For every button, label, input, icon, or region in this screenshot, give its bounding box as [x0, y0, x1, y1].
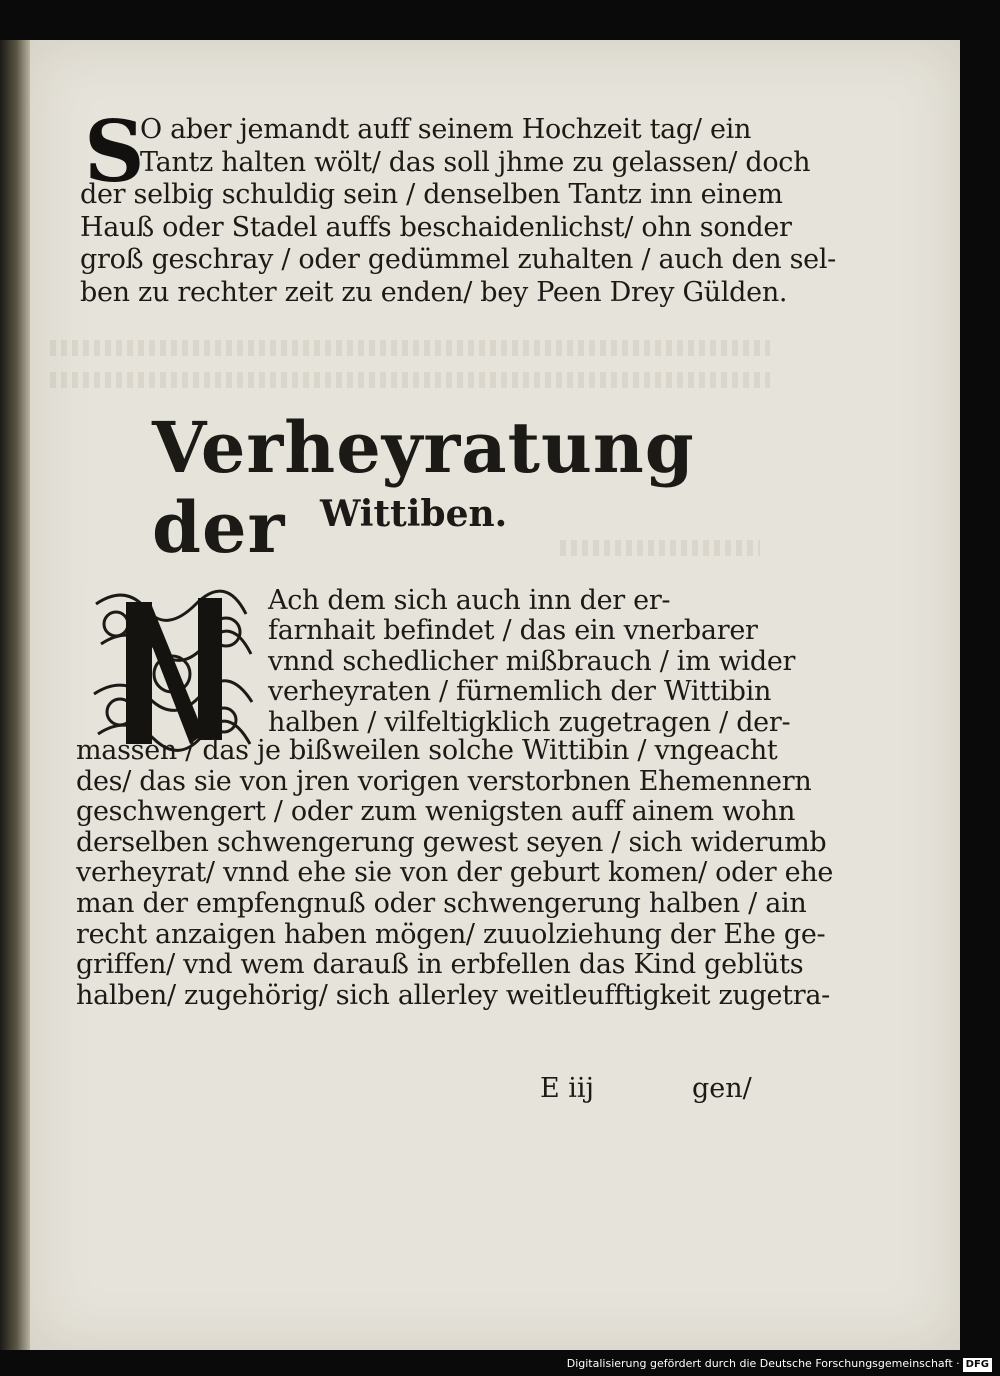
paragraph-dance: [80, 102, 836, 310]
text-line: des/ das sie von jren vorigen verstorbnen Ehemennern: [76, 765, 812, 797]
text-line: man der empfengnuß oder schwengerung halben / ain: [76, 887, 807, 919]
text-line: Ach dem sich auch inn der er-: [268, 585, 671, 616]
text-line: Hauß oder Stadel auffs beschaidenlichst/ ohn sonder: [80, 211, 792, 243]
ornament-icon: [86, 584, 258, 756]
bleed-through: [50, 372, 770, 388]
dfg-logo: DFG: [963, 1358, 992, 1372]
ornamental-initial: [86, 584, 258, 756]
text-line: groß geschray / oder gedümmel zuhalten / auch den sel-: [80, 244, 836, 276]
text-line: farnhait befindet / das ein vnerbarer: [268, 615, 758, 647]
text-line: verheyraten / fürnemlich der Wittibin: [268, 676, 772, 708]
paragraph-widows: [76, 735, 834, 1011]
text-line: recht anzaigen haben mögen/ zuuolziehung der Ehe ge-: [76, 918, 826, 950]
text-line: massen / das je bißweilen solche Wittibin / vngeacht: [76, 735, 778, 766]
text-line: griffen/ vnd wem darauß in erbfellen das Kind geblüts: [76, 949, 804, 981]
text-line: vnnd schedlicher mißbrauch / im wider: [268, 645, 796, 677]
credit-text: Digitalisierung gefördert durch die Deutsche Forschungsgemeinschaft ·: [566, 1357, 960, 1370]
text-line: ben zu rechter zeit zu enden/ bey Peen Drey Gülden.: [80, 276, 788, 308]
text-line: derselben schwengerung gewest seyen / sich widerumb: [76, 826, 827, 858]
section-heading-line2: Wittiben.: [320, 493, 508, 535]
text-line: verheyrat/ vnnd ehe sie von der geburt komen/ oder ehe: [76, 857, 834, 889]
text-line: O aber jemandt auff seinem Hochzeit tag/ ein: [140, 114, 752, 145]
text-line: halben / vilfeltigklich zugetragen / der-: [268, 706, 791, 738]
text-line: geschwengert / oder zum wenigsten auff ainem wohn: [76, 796, 796, 828]
signature-mark: E iij: [540, 1073, 594, 1104]
digitization-credit: [0, 1357, 992, 1372]
paragraph-widows-indented: [268, 585, 796, 738]
bleed-through: [50, 340, 770, 356]
section-heading: Verheyratung der: [152, 406, 695, 569]
decorated-initial-s: S: [84, 102, 145, 201]
text-line: halben/ zugehörig/ sich allerley weitleufftigkeit zugetra-: [76, 979, 830, 1011]
catchword: gen/: [692, 1073, 752, 1104]
book-spine: [0, 40, 30, 1350]
text-line: der selbig schuldig sein / denselben Tantz inn einem: [80, 179, 783, 211]
text-line: Tantz halten wölt/ das soll jhme zu gelassen/ doch: [140, 146, 811, 178]
